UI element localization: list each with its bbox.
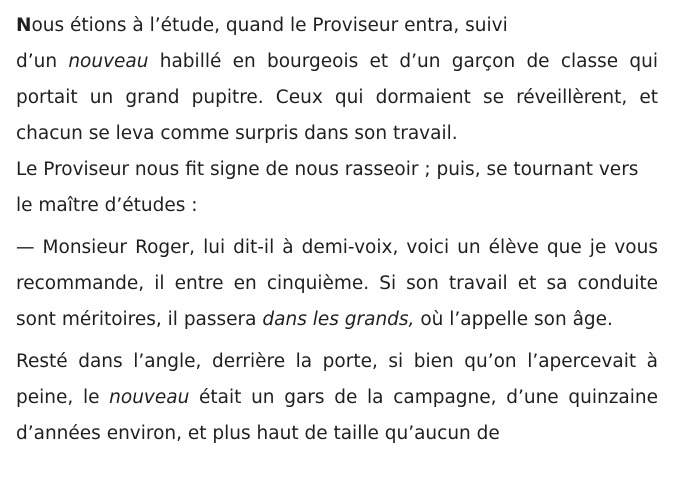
paragraph-1 (16, 8, 658, 44)
paragraph-1-text-before-italic: d’un (16, 51, 69, 72)
italic-dans-les-grands: dans les grands, (262, 309, 415, 330)
paragraph-4-text-before-italic: Resté dans l’angle, derrière la porte, si bien qu’on l’apercevait à peine, le (16, 351, 658, 408)
paragraph-2: Le Proviseur nous fit signe de nous rasseoir ; puis, se tournant vers le maître d’études : (16, 159, 639, 216)
paragraph-1-continued (16, 44, 658, 152)
paragraph-4-text-after-italic: était un gars de la campagne, d’une quinzaine d’années environ, et plus haut de taille qu’aucun de (16, 387, 658, 444)
paragraph-1-line-1: ous étions à l’étude, quand le Proviseur entra, suivi (31, 15, 508, 36)
italic-nouveau-2: nouveau (109, 387, 190, 408)
paragraph-3-text-after-italic: où l’appelle son âge. (414, 309, 613, 330)
italic-nouveau: nouveau (68, 51, 149, 72)
drop-cap: N (16, 15, 32, 36)
paragraph-1-text-after-italic: habillé en bourgeois et d’un garçon de classe qui portait un grand pupitre. Ceux qui dormaient se réveillèrent, et chacun se leva comme surpris dans son travail. (16, 51, 658, 144)
paragraph-3-text-before-italic: — Monsieur Roger, lui dit-il à demi-voix, voici un élève que je vous recommande, il entre en cinquième. Si son travail et sa conduite sont méritoires, il passera (16, 237, 658, 330)
paragraph-3 (16, 230, 658, 338)
paragraph-4 (16, 344, 658, 452)
